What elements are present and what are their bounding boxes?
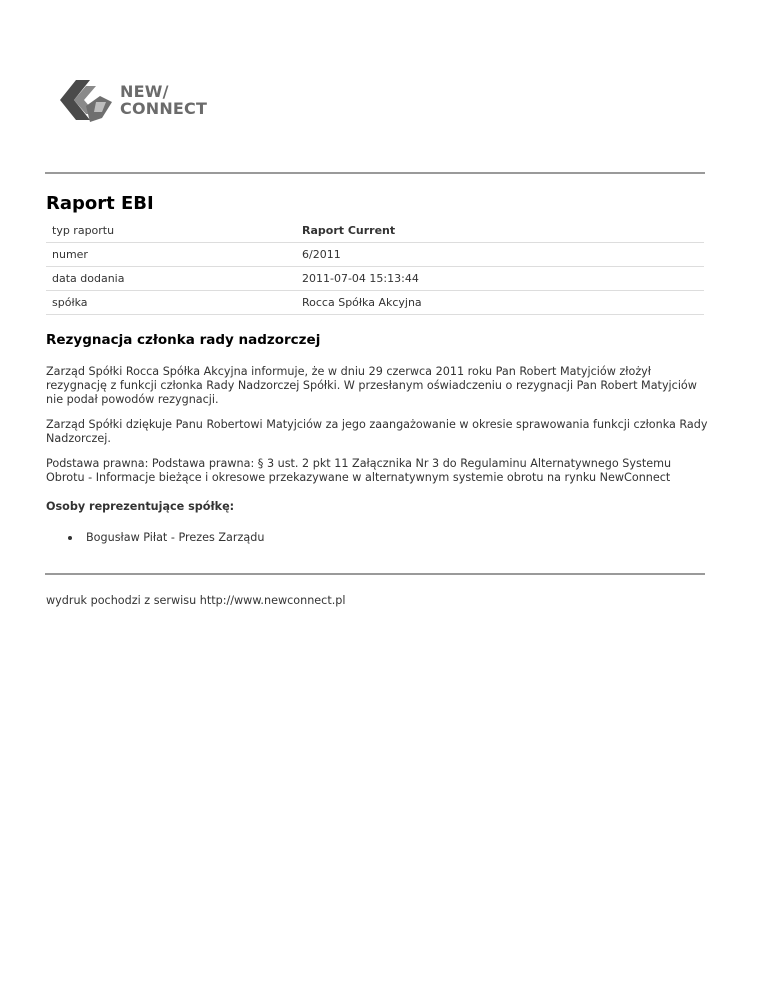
report-paragraph: Zarząd Spółki dziękuje Panu Robertowi Matyjciów za jego zaangażowanie w okresie sprawowania funkcji członka Rady Nadzorczej. xyxy=(46,418,708,445)
meta-key: numer xyxy=(52,248,88,261)
logo-line-2: CONNECT xyxy=(120,99,208,118)
newconnect-logo xyxy=(56,72,226,132)
report-paragraph: Zarząd Spółki Rocca Spółka Akcyjna informuje, że w dniu 29 czerwca 2011 roku Pan Robert Matyjciów złożył rezygnację z funkcji członka Rady Nadzorczej Spółki. W przesłanym oświadczeniu o rezygnacji Pan Robert Matyjciów nie podał powodów rezygnacji. xyxy=(46,365,697,406)
meta-row-date-added xyxy=(46,267,704,291)
list-item xyxy=(68,531,264,545)
footer-divider xyxy=(45,573,705,575)
meta-row-company xyxy=(46,291,704,315)
report-paragraph: Podstawa prawna: Podstawa prawna: § 3 ust. 2 pkt 11 Załącznika Nr 3 do Regulaminu Alternatywnego Systemu Obrotu - Informacje bieżące i okresowe przekazywane w alternatywnym systemie obrotu na rynku NewConnect xyxy=(46,457,672,484)
meta-key: spółka xyxy=(52,296,88,309)
representatives-list xyxy=(68,531,264,545)
meta-value: Raport Current xyxy=(302,224,396,237)
report-subject: Rezygnacja członka rady nadzorczej xyxy=(46,332,321,348)
header-divider xyxy=(45,172,705,174)
meta-value: 2011-07-04 15:13:44 xyxy=(302,272,419,285)
meta-key: data dodania xyxy=(52,272,125,285)
meta-value: 6/2011 xyxy=(302,248,341,261)
representative-name: Bogusław Piłat - Prezes Zarządu xyxy=(86,531,265,544)
report-meta-table xyxy=(46,219,704,315)
meta-key: typ raportu xyxy=(52,224,115,237)
representatives-label: Osoby reprezentujące spółkę: xyxy=(46,500,235,513)
newconnect-logo-icon xyxy=(56,72,120,132)
meta-value: Rocca Spółka Akcyjna xyxy=(302,296,422,309)
bullet-icon xyxy=(68,536,72,540)
meta-row-number xyxy=(46,243,704,267)
meta-row-report-type xyxy=(46,219,704,243)
report-title: Raport EBI xyxy=(46,193,154,214)
footer-source-note: wydruk pochodzi z serwisu http://www.newconnect.pl xyxy=(46,594,346,607)
logo-line-1: NEW/ xyxy=(120,82,169,101)
logo-wordmark xyxy=(120,83,207,117)
